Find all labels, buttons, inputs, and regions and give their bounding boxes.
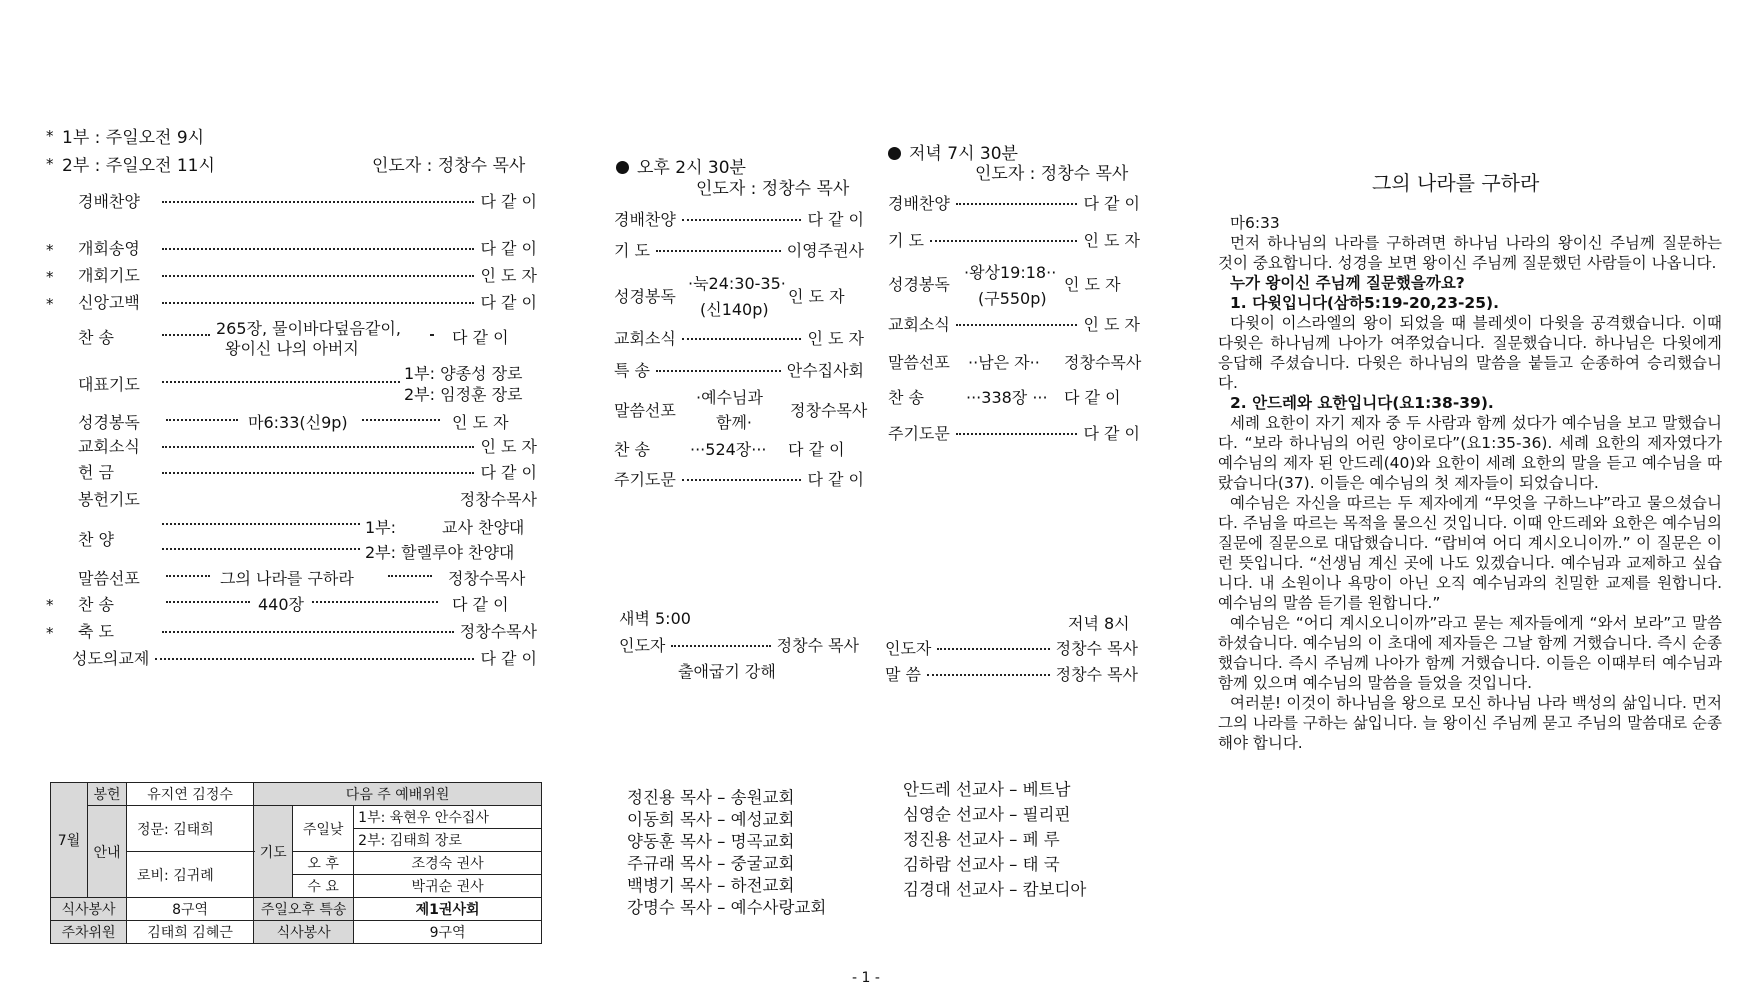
order-item: 신앙고백 다 같 이: [78, 292, 537, 312]
list-item: 안드레 선교사 – 베트남: [903, 780, 1071, 799]
list-item: 백병기 목사 – 하전교회: [627, 876, 795, 895]
list-item: 정진용 목사 – 송원교회: [627, 788, 795, 807]
reading-middle: 마6:33(신9p): [248, 413, 348, 432]
list-item: 정진용 선교사 – 페 루: [903, 830, 1060, 849]
table-cell: 정문: 김태희: [127, 806, 254, 852]
friday-leader: 인도자 정창수 목사: [885, 638, 1138, 658]
praise-2: 2부: 할렐루야 찬양대: [365, 543, 515, 562]
order-item: 경배찬양 다 같 이: [614, 209, 864, 229]
order-item: 축 도 정창수목사: [78, 621, 537, 641]
volunteer-table: [50, 782, 542, 944]
col3-title: 저녁 7시 30분: [888, 139, 1018, 164]
sermon-paragraph: 예수님은 “어디 계시오니이까”라고 묻는 제자들에게 “와서 보라”고 말씀하셨습니다. 예수님의 이 초대에 제자들은 그날 함께 거했습니다. 즉시 순종했습니다. 즉시 주님께 나아가 함께 거했습니다. 이들은 이때부터 예수님과 함께 있으며 예수님의 말씀을 들었을 것입니다.: [1218, 614, 1722, 692]
page-number: - 1 -: [852, 970, 880, 986]
col2-reading-m1: ·눅24:30-35·: [688, 274, 786, 293]
star-icon: *: [46, 155, 54, 173]
dawn-leader: 인도자 정창수 목사: [619, 635, 859, 655]
service1: 1부 : 주일오전 9시: [62, 128, 205, 148]
friday-word: 말 씀 정창수 목사: [885, 664, 1138, 684]
order-item: 교회소식 인 도 자: [614, 328, 864, 348]
sermon-value: 정창수목사: [448, 569, 526, 588]
table-cell: 로비: 김귀례: [127, 852, 254, 898]
order-item: 특 송 안수집사회: [614, 360, 864, 380]
hymn1-line1: 265장, 물이바다덮음같이,: [216, 319, 401, 338]
order-item: 경배찬양 다 같 이: [78, 191, 537, 211]
dots: [166, 592, 250, 603]
col3-sermon-middle: ··남은 자··: [968, 353, 1040, 372]
col2-hymn-value: 다 같 이: [788, 440, 845, 459]
table-cell: 안내: [88, 806, 127, 898]
sermon-point: 1. 다윗입니다(삼하5:19-20,23-25).: [1230, 294, 1499, 312]
col2-hymn-label: 찬 송: [614, 440, 650, 459]
dots: [162, 514, 360, 525]
col2-sermon-m1: ·예수님과: [696, 388, 763, 407]
order-item: 개회송영 다 같 이: [78, 238, 537, 258]
dots: [430, 325, 434, 336]
list-item: 주규래 목사 – 중굴교회: [627, 854, 795, 873]
dots: [162, 325, 210, 336]
sermon-label: 말씀선포: [78, 569, 140, 588]
col1-leader: 인도자 : 정창수 목사: [372, 156, 526, 176]
col3-sermon-value: 정창수목사: [1064, 353, 1142, 372]
col3-hymn-middle: ···338장 ···: [966, 388, 1048, 407]
month-cell: 7월: [51, 783, 88, 898]
sermon-ref: 마6:33: [1230, 214, 1280, 232]
hymn2-label: 찬 송: [78, 595, 114, 614]
sermon-body: [1218, 213, 1722, 753]
sermon-title: 그의 나라를 구하라: [220, 569, 354, 588]
col2-reading-m2: (신140p): [700, 300, 769, 319]
col2-sermon-value: 정창수목사: [790, 401, 868, 420]
prayer-line2: 2부: 임정훈 장로: [404, 385, 523, 404]
dots: [162, 372, 400, 383]
col3-hymn-label: 찬 송: [888, 388, 924, 407]
list-item: 김하람 선교사 – 태 국: [903, 855, 1060, 874]
col3-sermon-label: 말씀선포: [888, 353, 950, 372]
star-icon: *: [46, 624, 54, 642]
order-item: 성도의교제 다 같 이: [72, 648, 537, 668]
order-item: 헌 금 다 같 이: [78, 462, 537, 482]
table-cell: 봉헌: [88, 783, 127, 806]
praise-1a: 1부:: [365, 518, 397, 537]
star-icon: *: [46, 241, 54, 259]
table-cell: 김태희 김혜근: [127, 921, 254, 944]
table-cell: 주차위원: [51, 921, 127, 944]
star-icon: *: [46, 268, 54, 286]
order-item: 주기도문 다 같 이: [888, 423, 1140, 443]
table-cell: 수 요: [293, 875, 354, 898]
sermon-question: 누가 왕이신 주님께 질문했을까요?: [1230, 274, 1465, 292]
order-item: 주기도문 다 같 이: [614, 469, 864, 489]
col2-sermon-m2: 함께·: [716, 413, 752, 432]
table-cell: 식사봉사: [51, 898, 127, 921]
list-item: 강명수 목사 – 예수사랑교회: [627, 898, 827, 917]
praise-label: 찬 양: [78, 530, 114, 549]
praise-1b: 교사 찬양대: [442, 518, 525, 537]
sermon-paragraph: 먼저 하나님의 나라를 구하려면 하나님 나라의 왕이신 주님께 질문하는 것이 중요합니다. 성경을 보면 왕이신 주님께 질문했던 사람들이 나옵니다.: [1218, 234, 1722, 272]
dots: [312, 592, 438, 603]
star-icon: *: [46, 295, 54, 313]
col3-reading-m1: ·왕상19:18··: [964, 263, 1057, 282]
table-cell: 기도: [254, 806, 293, 898]
table-cell: 박귀순 권사: [354, 875, 542, 898]
dots: [362, 410, 440, 421]
col3-reading-m2: (구550p): [978, 289, 1047, 308]
dots: [162, 539, 360, 550]
reading-label: 성경봉독: [78, 413, 140, 432]
star-icon: *: [46, 596, 54, 614]
friday-title: 저녁 8시: [1068, 614, 1130, 633]
pastor-list: [627, 787, 826, 919]
order-item: 기 도 이영주권사: [614, 240, 864, 260]
sermon-paragraph: 다윗이 이스라엘의 왕이 되었을 때 블레셋이 다윗을 공격했습니다. 이때 다윗은 하나님께 나아가 여쭈었습니다. 질문했습니다. 하나님은 다윗에게 응답해 주셨습니다. 다윗은 하나님의 말씀을 붙들고 순종하여 승리했습니다.: [1218, 314, 1722, 392]
hymn1-label: 찬 송: [78, 328, 114, 347]
dots: [388, 566, 432, 577]
table-cell: 2부: 김태희 장로: [354, 829, 542, 852]
table-cell: 다음 주 예배위원: [254, 783, 542, 806]
table-cell: 주일오후 특송: [254, 898, 354, 921]
table-cell: 오 후: [293, 852, 354, 875]
col3-leader: 인도자 : 정창수 목사: [975, 164, 1129, 184]
hymn2-value: 다 같 이: [452, 595, 509, 614]
hymn1-value: 다 같 이: [452, 328, 509, 347]
col2-sermon-label: 말씀선포: [614, 401, 676, 420]
col3-reading-label: 성경봉독: [888, 275, 950, 294]
order-item: 기 도 인 도 자: [888, 230, 1140, 250]
hymn2-middle: 440장: [258, 595, 304, 614]
bullet-icon: [888, 147, 901, 160]
sermon-heading: 그의 나라를 구하라: [1372, 171, 1540, 195]
list-item: 심영순 선교사 – 필리핀: [903, 805, 1071, 824]
table-cell: 유지연 김정수: [127, 783, 254, 806]
table-cell: 8구역: [127, 898, 254, 921]
col2-reading-label: 성경봉독: [614, 287, 676, 306]
dawn-lecture: 출애굽기 강해: [678, 662, 776, 681]
col3-reading-value: 인 도 자: [1064, 275, 1121, 294]
order-item: 경배찬양 다 같 이: [888, 193, 1140, 213]
col2-leader: 인도자 : 정창수 목사: [696, 179, 850, 199]
missionary-list: [903, 777, 1086, 902]
list-item: 김경대 선교사 – 캄보디아: [903, 880, 1087, 899]
reading-value: 인 도 자: [452, 413, 509, 432]
table-cell: 1부: 육현우 안수집사: [354, 806, 542, 829]
order-item: 교회소식 인 도 자: [888, 314, 1140, 334]
dots: [166, 410, 238, 421]
table-cell: 제1권사회: [354, 898, 542, 921]
col2-reading-value: 인 도 자: [788, 287, 845, 306]
order-item: 개회기도 인 도 자: [78, 265, 537, 285]
sermon-paragraph: 여러분! 이것이 하나님을 왕으로 모신 하나님 나라 백성의 삶입니다. 먼저 그의 나라를 구하는 삶입니다. 늘 왕이신 주님께 묻고 주님의 말씀대로 순종해야 합니다.: [1218, 694, 1722, 752]
sermon-paragraph: 세례 요한이 자기 제자 중 두 사람과 함께 섰다가 예수님을 보고 말했습니다. “보라 하나님의 어린 양이로다”(요1:35-36). 세례 요한의 제자였다가 예수님의 제자 된 안드레(40)와 요한이 세례 요한의 말을 듣고 예수님을 따랐습니다(37). 이들은 예수님의 첫 제자들이 되었습니다.: [1218, 414, 1722, 492]
order-item: 교회소식 인 도 자: [78, 436, 537, 456]
table-cell: 9구역: [354, 921, 542, 944]
list-item: 이동희 목사 – 예성교회: [627, 810, 795, 829]
prayer-line1: 1부: 양종성 장로: [404, 364, 523, 383]
sermon-point: 2. 안드레와 요한입니다(요1:38-39).: [1230, 394, 1494, 412]
col3-hymn-value: 다 같 이: [1064, 388, 1121, 407]
star-icon: *: [46, 127, 54, 145]
bullet-icon: [616, 161, 629, 174]
table-cell: 주일낮: [293, 806, 354, 852]
hymn1-line2: 왕이신 나의 아버지: [225, 339, 359, 358]
table-cell: 식사봉사: [254, 921, 354, 944]
dawn-title: 새벽 5:00: [619, 609, 691, 628]
dots: [166, 566, 210, 577]
col2-hymn-middle: ···524장···: [690, 440, 767, 459]
prayer-label: 대표기도: [78, 375, 140, 394]
sermon-paragraph: 예수님은 자신을 따르는 두 제자에게 “무엇을 구하느냐”라고 물으셨습니다. 주님을 따르는 목적을 물으신 것입니다. 이때 안드레와 요한은 예수님의 질문에 질문으로 대답했습니다. “랍비여 어디 계시오니이까.” 이 질문은 이런 뜻입니다. “선생님 계신 곳에 나도 있겠습니다. 예수님과 교제하고 싶습니다. 내 소원이나 욕망이 아닌 오직 예수님과의 친밀한 교제를 원합니다. 예수님의 말씀 듣기를 원합니다.”: [1218, 494, 1722, 612]
service2: 2부 : 주일오전 11시: [62, 156, 215, 176]
list-item: 양동훈 목사 – 명곡교회: [627, 832, 795, 851]
col2-title: 오후 2시 30분: [616, 153, 746, 178]
order-item: 봉헌기도 정창수목사: [78, 489, 537, 509]
table-cell: 조경숙 권사: [354, 852, 542, 875]
